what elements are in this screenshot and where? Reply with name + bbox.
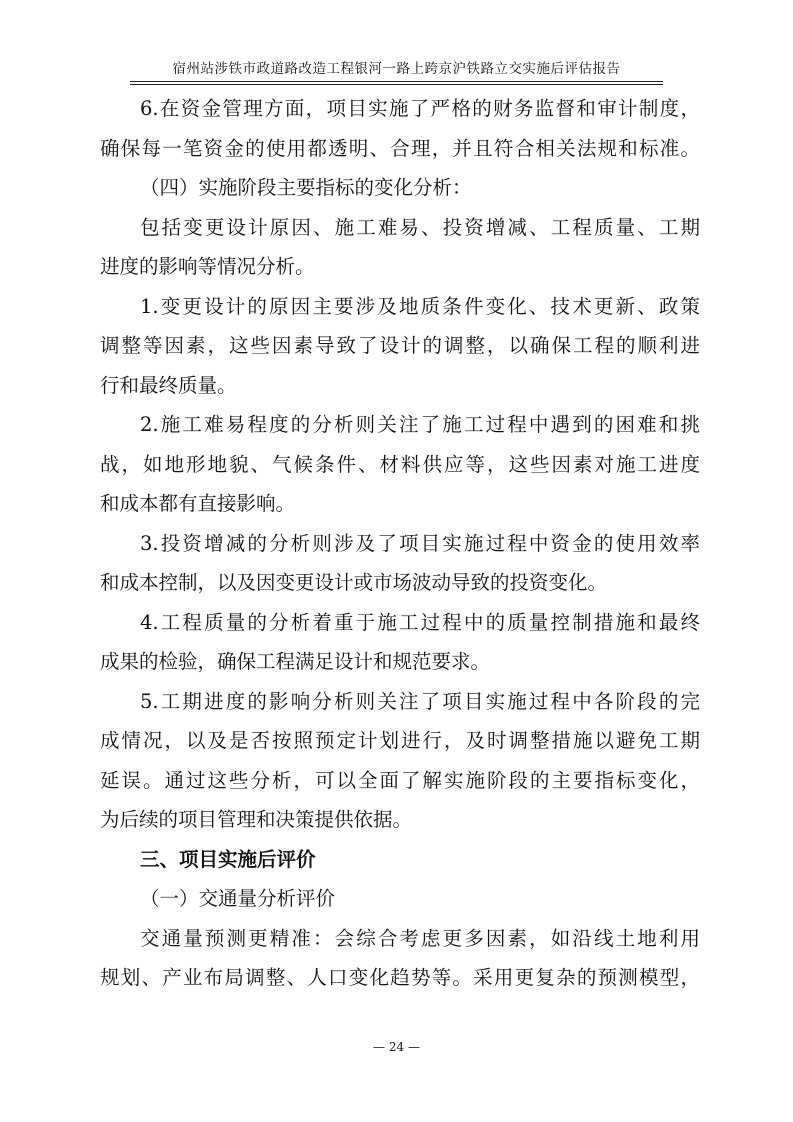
paragraph-line: 包括变更设计原因、施工难易、投资增减、工程质量、工期 [140, 215, 700, 239]
paragraph-line: 3.投资增减的分析则涉及了项目实施过程中资金的使用效率 [140, 531, 700, 555]
paragraph-line: 为后续的项目管理和决策提供依据。 [100, 808, 413, 831]
section-heading: 三、项目实施后评价 [140, 847, 316, 871]
paragraph-line: 成果的检验，确保工程满足设计和规范要求。 [100, 650, 491, 673]
paragraph-line: 2.施工难易程度的分析则关注了施工过程中遇到的困难和挑 [140, 413, 700, 436]
paragraph-line: 和成本都有直接影响。 [100, 492, 296, 515]
paragraph-line: 调整等因素，这些因素导致了设计的调整，以确保工程的顺利进 [100, 334, 700, 357]
document-body [100, 89, 700, 998]
paragraph-line: 行和最终质量。 [100, 373, 237, 397]
section-subheading: （一）交通量分析评价 [140, 887, 336, 910]
section-subheading: （四）实施阶段主要指标的变化分析： [140, 176, 472, 199]
running-header: 宿州站涉铁市政道路改造工程银河一路上跨京沪铁路立交实施后评估报告 [172, 61, 621, 77]
header-rule-thin [130, 84, 663, 85]
paragraph-line: 6.在资金管理方面，项目实施了严格的财务监督和审计制度， [140, 97, 700, 120]
paragraph-line: 延误。通过这些分析，可以全面了解实施阶段的主要指标变化， [100, 768, 700, 792]
paragraph-line: 1.变更设计的原因主要涉及地质条件变化、技术更新、政策 [140, 294, 700, 318]
paragraph-line: 5.工期进度的影响分析则关注了项目实施过程中各阶段的完 [140, 689, 700, 713]
paragraph-line: 4.工程质量的分析着重于施工过程中的质量控制措施和最终 [140, 610, 700, 634]
paragraph-line: 进度的影响等情况分析。 [100, 255, 315, 278]
paragraph-line: 和成本控制，以及因变更设计或市场波动导致的投资变化。 [100, 571, 608, 594]
header-rule-thick [130, 81, 663, 82]
paragraph-line: 成情况，以及是否按照预定计划进行，及时调整措施以避免工期 [100, 729, 700, 752]
paragraph-line: 战，如地形地貌、气候条件、材料供应等，这些因素对施工进度 [100, 452, 700, 476]
page-number: — 24 — [373, 1040, 420, 1054]
paragraph-line: 规划、产业布局调整、人口变化趋势等。采用更复杂的预测模型， [100, 966, 700, 989]
paragraph-line: 确保每一笔资金的使用都透明、合理，并且符合相关法规和标准。 [100, 136, 700, 160]
paragraph-line: 交通量预测更精准：会综合考虑更多因素，如沿线土地利用 [140, 926, 700, 950]
